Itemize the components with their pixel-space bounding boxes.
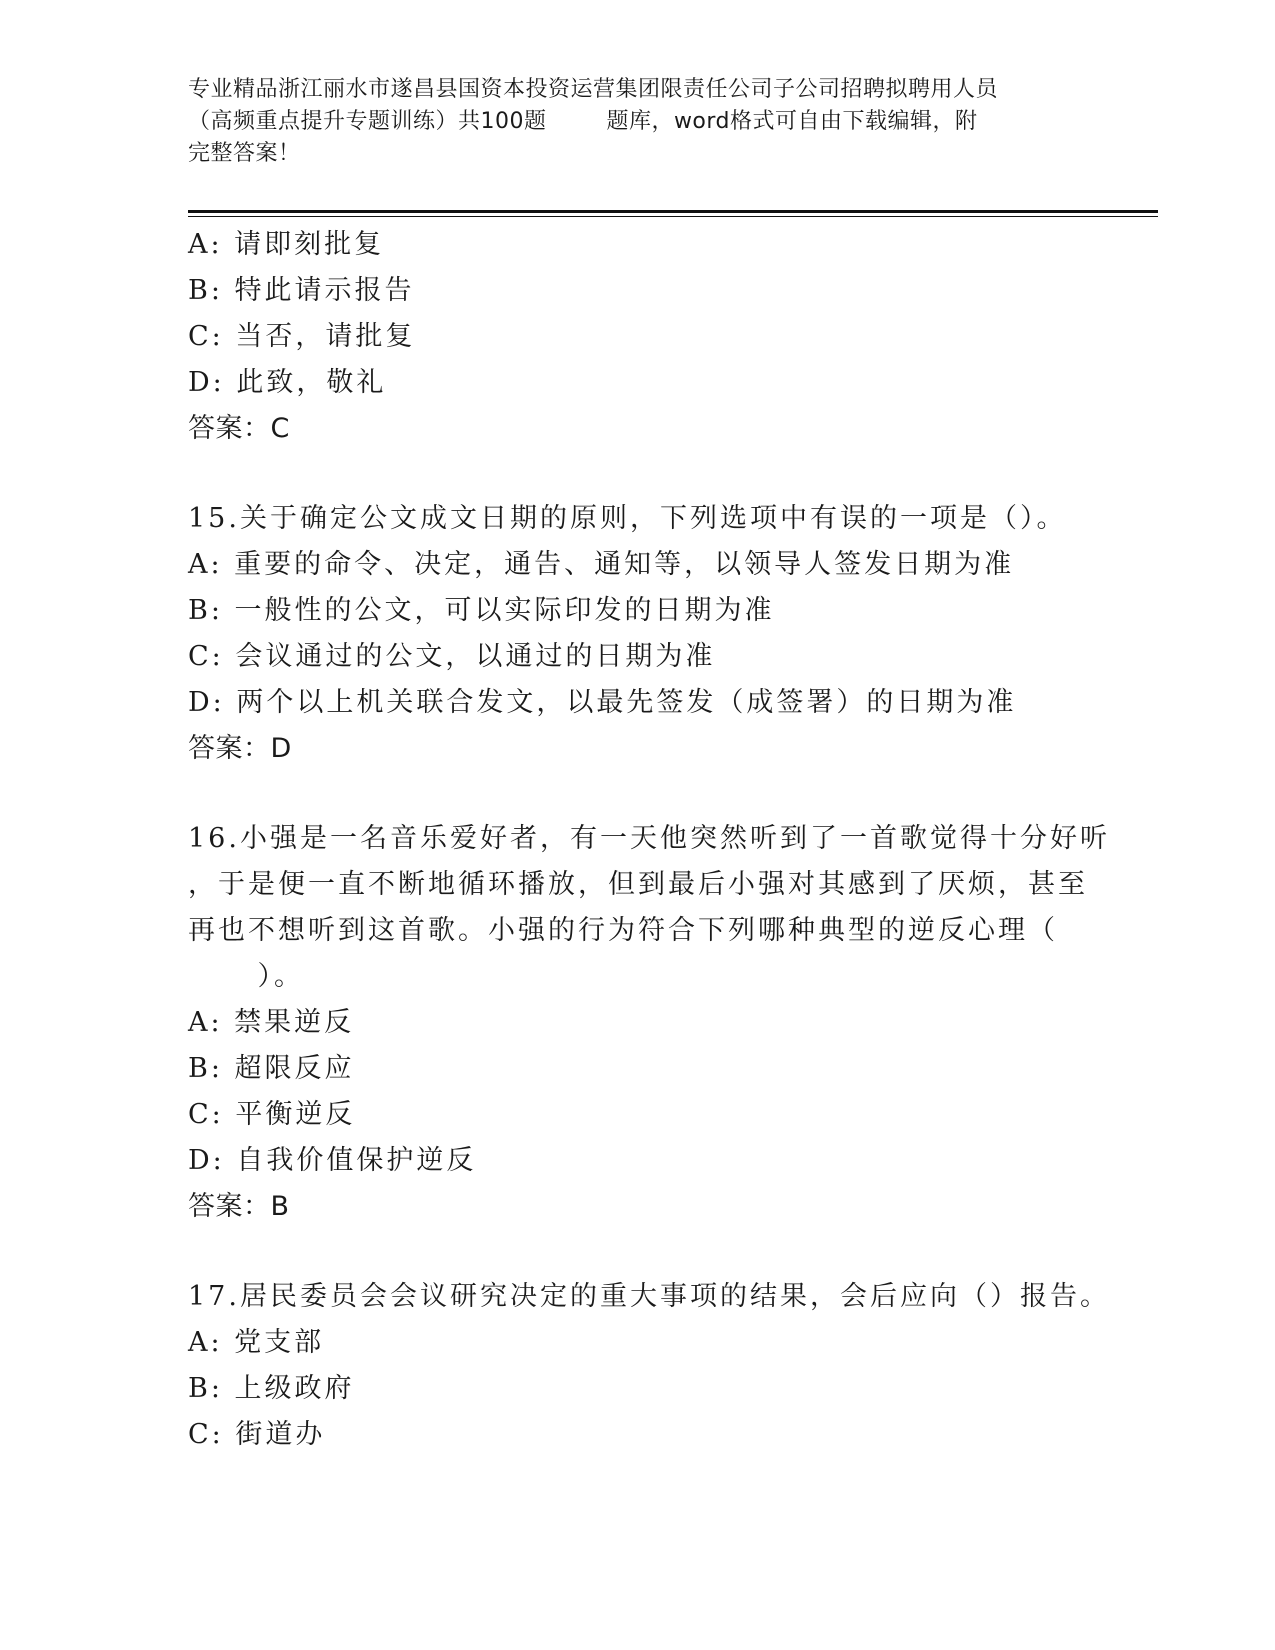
question-stem-line-3: 再也不想听到这首歌。小强的行为符合下列哪种典型的逆反心理（ — [188, 915, 1058, 946]
question-stem-line-1: 16.小强是一名音乐爱好者，有一天他突然听到了一首歌觉得十分好听 — [188, 823, 1110, 854]
question-15 — [188, 496, 1148, 772]
answer: 答案：C — [188, 413, 290, 444]
question-16 — [188, 816, 1148, 1230]
option-a: A: 请即刻批复 — [188, 229, 385, 260]
option-d: D: 自我价值保护逆反 — [188, 1145, 477, 1176]
question-stem: 15.关于确定公文成文日期的原则，下列选项中有误的一项是（）。 — [188, 503, 1067, 534]
option-b: B: 上级政府 — [188, 1373, 355, 1404]
option-c: C: 街道办 — [188, 1419, 326, 1450]
option-b: B: 一般性的公文，可以实际印发的日期为准 — [188, 595, 775, 626]
header-line-3: 完整答案！ — [188, 141, 301, 166]
option-c: C: 会议通过的公文，以通过的日期为准 — [188, 641, 716, 672]
option-a: A: 禁果逆反 — [188, 1007, 355, 1038]
question-stem-line-2: ，于是便一直不断地循环播放，但到最后小强对其感到了厌烦，甚至 — [188, 869, 1088, 900]
answer: 答案：B — [188, 1191, 290, 1222]
header-divider-thin — [188, 216, 1158, 217]
spacer — [188, 1230, 1148, 1274]
option-a: A: 党支部 — [188, 1327, 325, 1358]
question-stem-line-4: ）。 — [188, 961, 304, 992]
option-b: B: 特此请示报告 — [188, 275, 415, 306]
question-14-tail — [188, 222, 1148, 452]
question-17 — [188, 1274, 1148, 1458]
option-c: C: 平衡逆反 — [188, 1099, 356, 1130]
answer: 答案：D — [188, 733, 292, 764]
header-line-1: 专业精品浙江丽水市遂昌县国资本投资运营集团限责任公司子公司招聘拟聘用人员 — [188, 77, 999, 102]
option-d: D: 此致，敬礼 — [188, 367, 387, 398]
option-a: A: 重要的命令、决定，通告、通知等，以领导人签发日期为准 — [188, 549, 1015, 580]
question-list — [188, 222, 1148, 1458]
option-c: C: 当否，请批复 — [188, 321, 416, 352]
option-b: B: 超限反应 — [188, 1053, 355, 1084]
question-stem: 17.居民委员会会议研究决定的重大事项的结果，会后应向（）报告。 — [188, 1281, 1110, 1312]
spacer — [188, 772, 1148, 816]
spacer — [188, 452, 1148, 496]
document-header — [188, 74, 1088, 170]
option-d: D: 两个以上机关联合发文，以最先签发（成签署）的日期为准 — [188, 687, 1017, 718]
header-line-2: （高频重点提升专题训练）共100题 题库，word格式可自由下载编辑，附 — [188, 109, 978, 134]
header-divider-thick — [188, 210, 1158, 213]
